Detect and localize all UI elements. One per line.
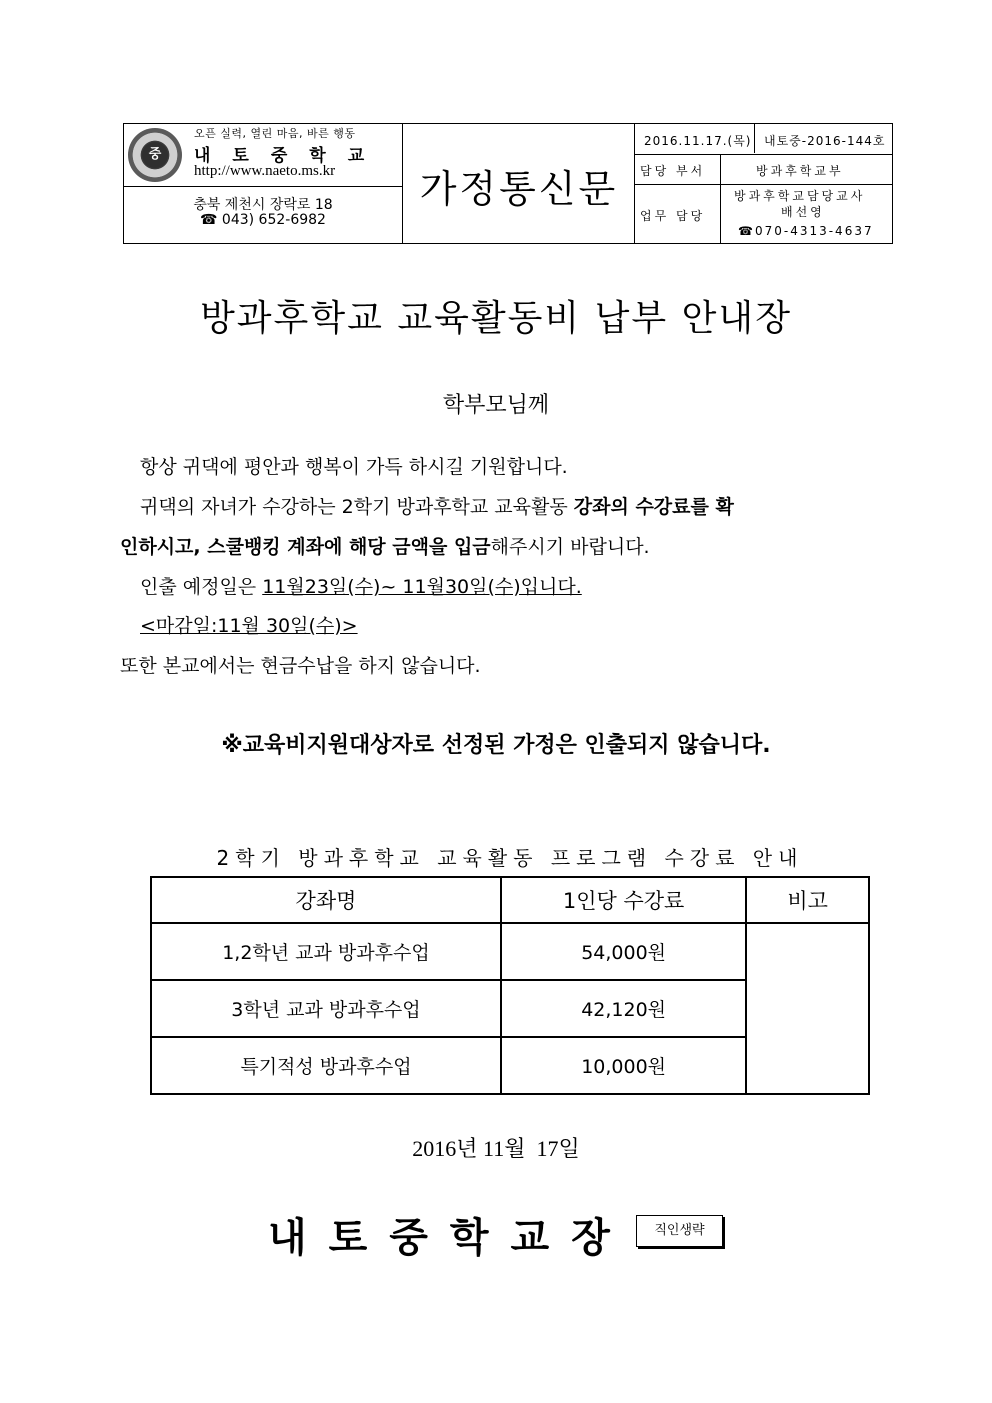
- newsletter-header: [123, 123, 893, 244]
- school-motto: 오픈 실력, 열린 마음, 바른 행동: [194, 127, 356, 140]
- staff-label: 업무 담당: [640, 209, 706, 223]
- body-line-6: 또한 본교에서는 현금수납을 하지 않습니다.: [120, 655, 481, 677]
- course-name: 특기적성 방과후수업: [151, 1037, 501, 1094]
- body-line-2-emphasis: 강좌의 수강료를 확: [573, 496, 734, 518]
- body-line-2-text: 귀댁의 자녀가 수강하는 2학기 방과후학교 교육활동: [140, 496, 574, 518]
- school-url: http://www.naeto.ms.kr: [194, 163, 336, 179]
- newsletter-title: 가정통신문: [419, 167, 619, 211]
- note-cell: [746, 923, 869, 1094]
- course-name: 3학년 교과 방과후수업: [151, 980, 501, 1037]
- staff-name: 배선영: [781, 205, 825, 219]
- withdrawal-label: 인출 예정일은: [140, 576, 263, 598]
- withdrawal-dates: 11월23일(수)~ 11월30일(수)입니다.: [262, 576, 582, 598]
- fee-table: [150, 876, 870, 1095]
- dept-value: 방과후학교부: [756, 164, 844, 178]
- newsletter-title-cell: [403, 124, 635, 244]
- staff-role: 방과후학교담당교사: [734, 189, 866, 203]
- body-line-3: [120, 532, 650, 559]
- issue-date-stamp: 2016.11.17.(목): [644, 134, 752, 148]
- header-fee: 1인당 수강료: [501, 877, 746, 923]
- document-number: 내토중-2016-144호: [764, 134, 886, 148]
- table-header-row: [151, 877, 869, 923]
- issue-date: 2016년 11월 17일: [412, 1136, 580, 1161]
- exemption-notice: ※교육비지원대상자로 선정된 가정은 인출되지 않습니다.: [221, 733, 771, 758]
- school-contact: [124, 186, 402, 244]
- body-line-3-emphasis: 인하시고, 스쿨뱅킹 계좌에 해당 금액을 입금: [120, 536, 491, 558]
- fee-table-caption: 2학기 방과후학교 교육활동 프로그램 수강료 안내: [216, 846, 804, 870]
- school-emblem-icon: 중: [128, 128, 182, 182]
- deadline: <마감일:11월 30일(수)>: [140, 615, 358, 637]
- staff-phone: 070-4313-4637: [754, 224, 874, 238]
- staff-phone-line: [738, 224, 874, 238]
- course-fee: 10,000원: [501, 1037, 746, 1094]
- table-row: [151, 923, 869, 980]
- school-phone: 043) 652-6982: [221, 212, 326, 228]
- seal-omitted-stamp: 직인생략: [636, 1215, 723, 1247]
- principal-signature: 내토중학교장: [268, 1215, 632, 1261]
- body-line-2: [140, 492, 734, 519]
- header-note: 비고: [746, 877, 869, 923]
- telephone-icon: ☎: [200, 212, 218, 228]
- school-phone-line: [124, 212, 402, 228]
- course-fee: 42,120원: [501, 980, 746, 1037]
- greeting: 학부모님께: [442, 393, 550, 418]
- school-logo-block: [124, 124, 402, 186]
- body-line-3-text: 해주시기 바랍니다.: [490, 536, 650, 558]
- document-title: 방과후학교 교육활동비 납부 안내장: [200, 298, 792, 339]
- telephone-icon: ☎: [738, 224, 755, 238]
- body-line-4: [140, 572, 582, 599]
- header-course: 강좌명: [151, 877, 501, 923]
- course-name: 1,2학년 교과 방과후수업: [151, 923, 501, 980]
- school-address: 충북 제천시 장락로 18: [193, 197, 333, 213]
- dept-label: 담당 부서: [640, 164, 706, 178]
- school-name: 내토중학교: [194, 146, 387, 166]
- course-fee: 54,000원: [501, 923, 746, 980]
- body-line-1: 항상 귀댁에 평안과 행복이 가득 하시길 기원합니다.: [140, 456, 568, 478]
